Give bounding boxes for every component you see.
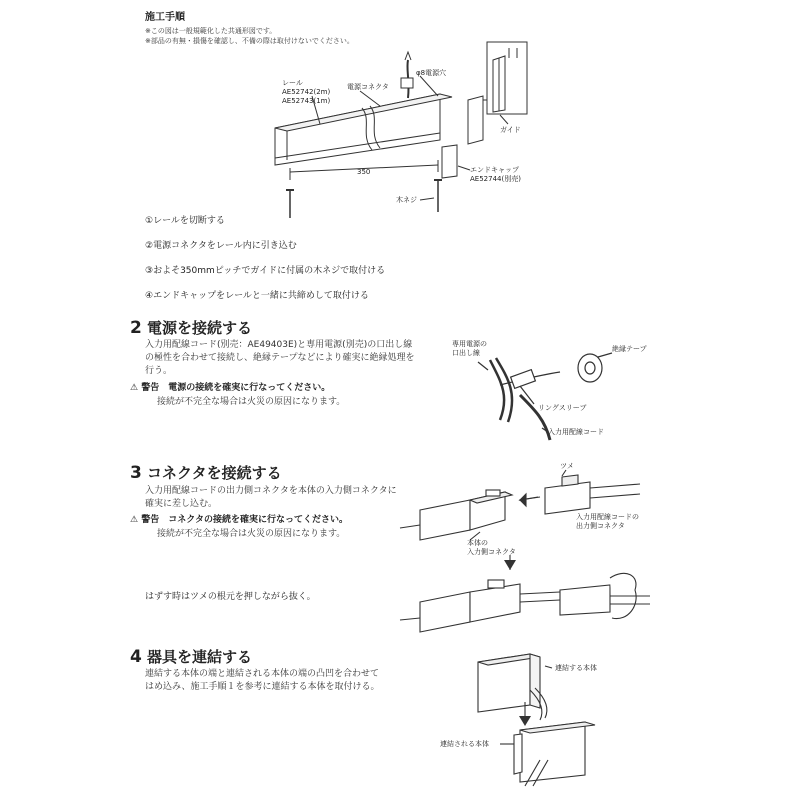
lead-label-line1: 専用電源の [452,340,487,348]
note-1: ※この図は一般規範化した共通形図です。 [145,27,277,35]
section-2-title: 電源を接続する [146,319,252,337]
step-3: ③およそ350mmピッチでガイドに付属の木ネジで取付ける [145,266,386,276]
cord-label: 入力用配線コード [548,428,604,436]
section-2-number: 2 [130,318,142,338]
pitch-label: 350 [357,168,371,176]
section-4-number: 4 [130,647,142,667]
page-title: 施工手順 [145,12,185,23]
warning-icon: ⚠ [130,383,139,393]
tab-label: ツメ [560,462,574,470]
step-1: ①レールを切断する [145,216,225,226]
note-2: ※部品の有無・損傷を確認し、不備の際は取付けないでください。 [145,37,354,45]
endcap-label: エンドキャップ [470,166,519,174]
rail-model-1m: AE52743(1m) [282,97,331,105]
step-4: ④エンドキャップをレールと一緒に共締めして取付ける [145,291,369,301]
hole-label: φ8電源穴 [416,69,447,77]
out-connector-label-2: 出力側コネクタ [576,522,625,530]
rail-label: レール [282,79,303,87]
connector-label: 電源コネクタ [347,83,389,91]
section-3-title: コネクタを接続する [146,464,282,482]
section-3-number: 3 [130,463,142,483]
section-2-warning-text: 警告 電源の接続を確実に行なってください。 [141,383,331,393]
section-3-warning-text: 警告 コネクタの接続を確実に行なってください。 [141,515,349,525]
screw-label: 木ネジ [396,196,417,204]
warning-icon: ⚠ [130,515,139,525]
remove-instruction: はずす時はツメの根元を押しながら抜く。 [145,592,316,602]
section-3-body: 入力用配線コードの出力側コネクタを本体の入力側コネクタに確実に差し込む。 [145,486,397,510]
in-connector-label-1: 本体の [467,539,488,547]
section-3-warning-sub: 接続が不完全な場合は火災の原因になります。 [157,529,346,539]
connecting-body-label: 連結する本体 [555,664,597,672]
section-4-body: 連結する本体の端と連結される本体の端の凸凹を合わせてはめ込み、施工手順１を参考に連結する本体を取付ける。 [145,669,380,693]
in-connector-label-2: 入力側コネクタ [467,548,516,556]
endcap-model: AE52744(別売) [470,175,521,183]
lead-label-line2: 口出し線 [452,349,480,357]
tape-label: 絶縁テープ [612,345,647,353]
rail-model-2m: AE52742(2m) [282,88,331,96]
guide-label: ガイド [500,126,521,134]
section-2-body: 入力用配線コード(別売：AE49403E)と専用電源(別売)の口出し線の極性を合わせて接続し、絶縁テープなどにより確実に絶縁処理を行う。 [145,340,415,377]
section-4-title: 器具を連結する [146,648,252,666]
section-2-warning-sub: 接続が不完全な場合は火災の原因になります。 [157,397,346,407]
step-2: ②電源コネクタをレール内に引き込む [145,241,297,251]
out-connector-label-1: 入力用配線コードの [576,513,639,521]
connected-body-label: 連結される本体 [440,740,489,748]
sleeve-label: リングスリーブ [538,404,587,412]
